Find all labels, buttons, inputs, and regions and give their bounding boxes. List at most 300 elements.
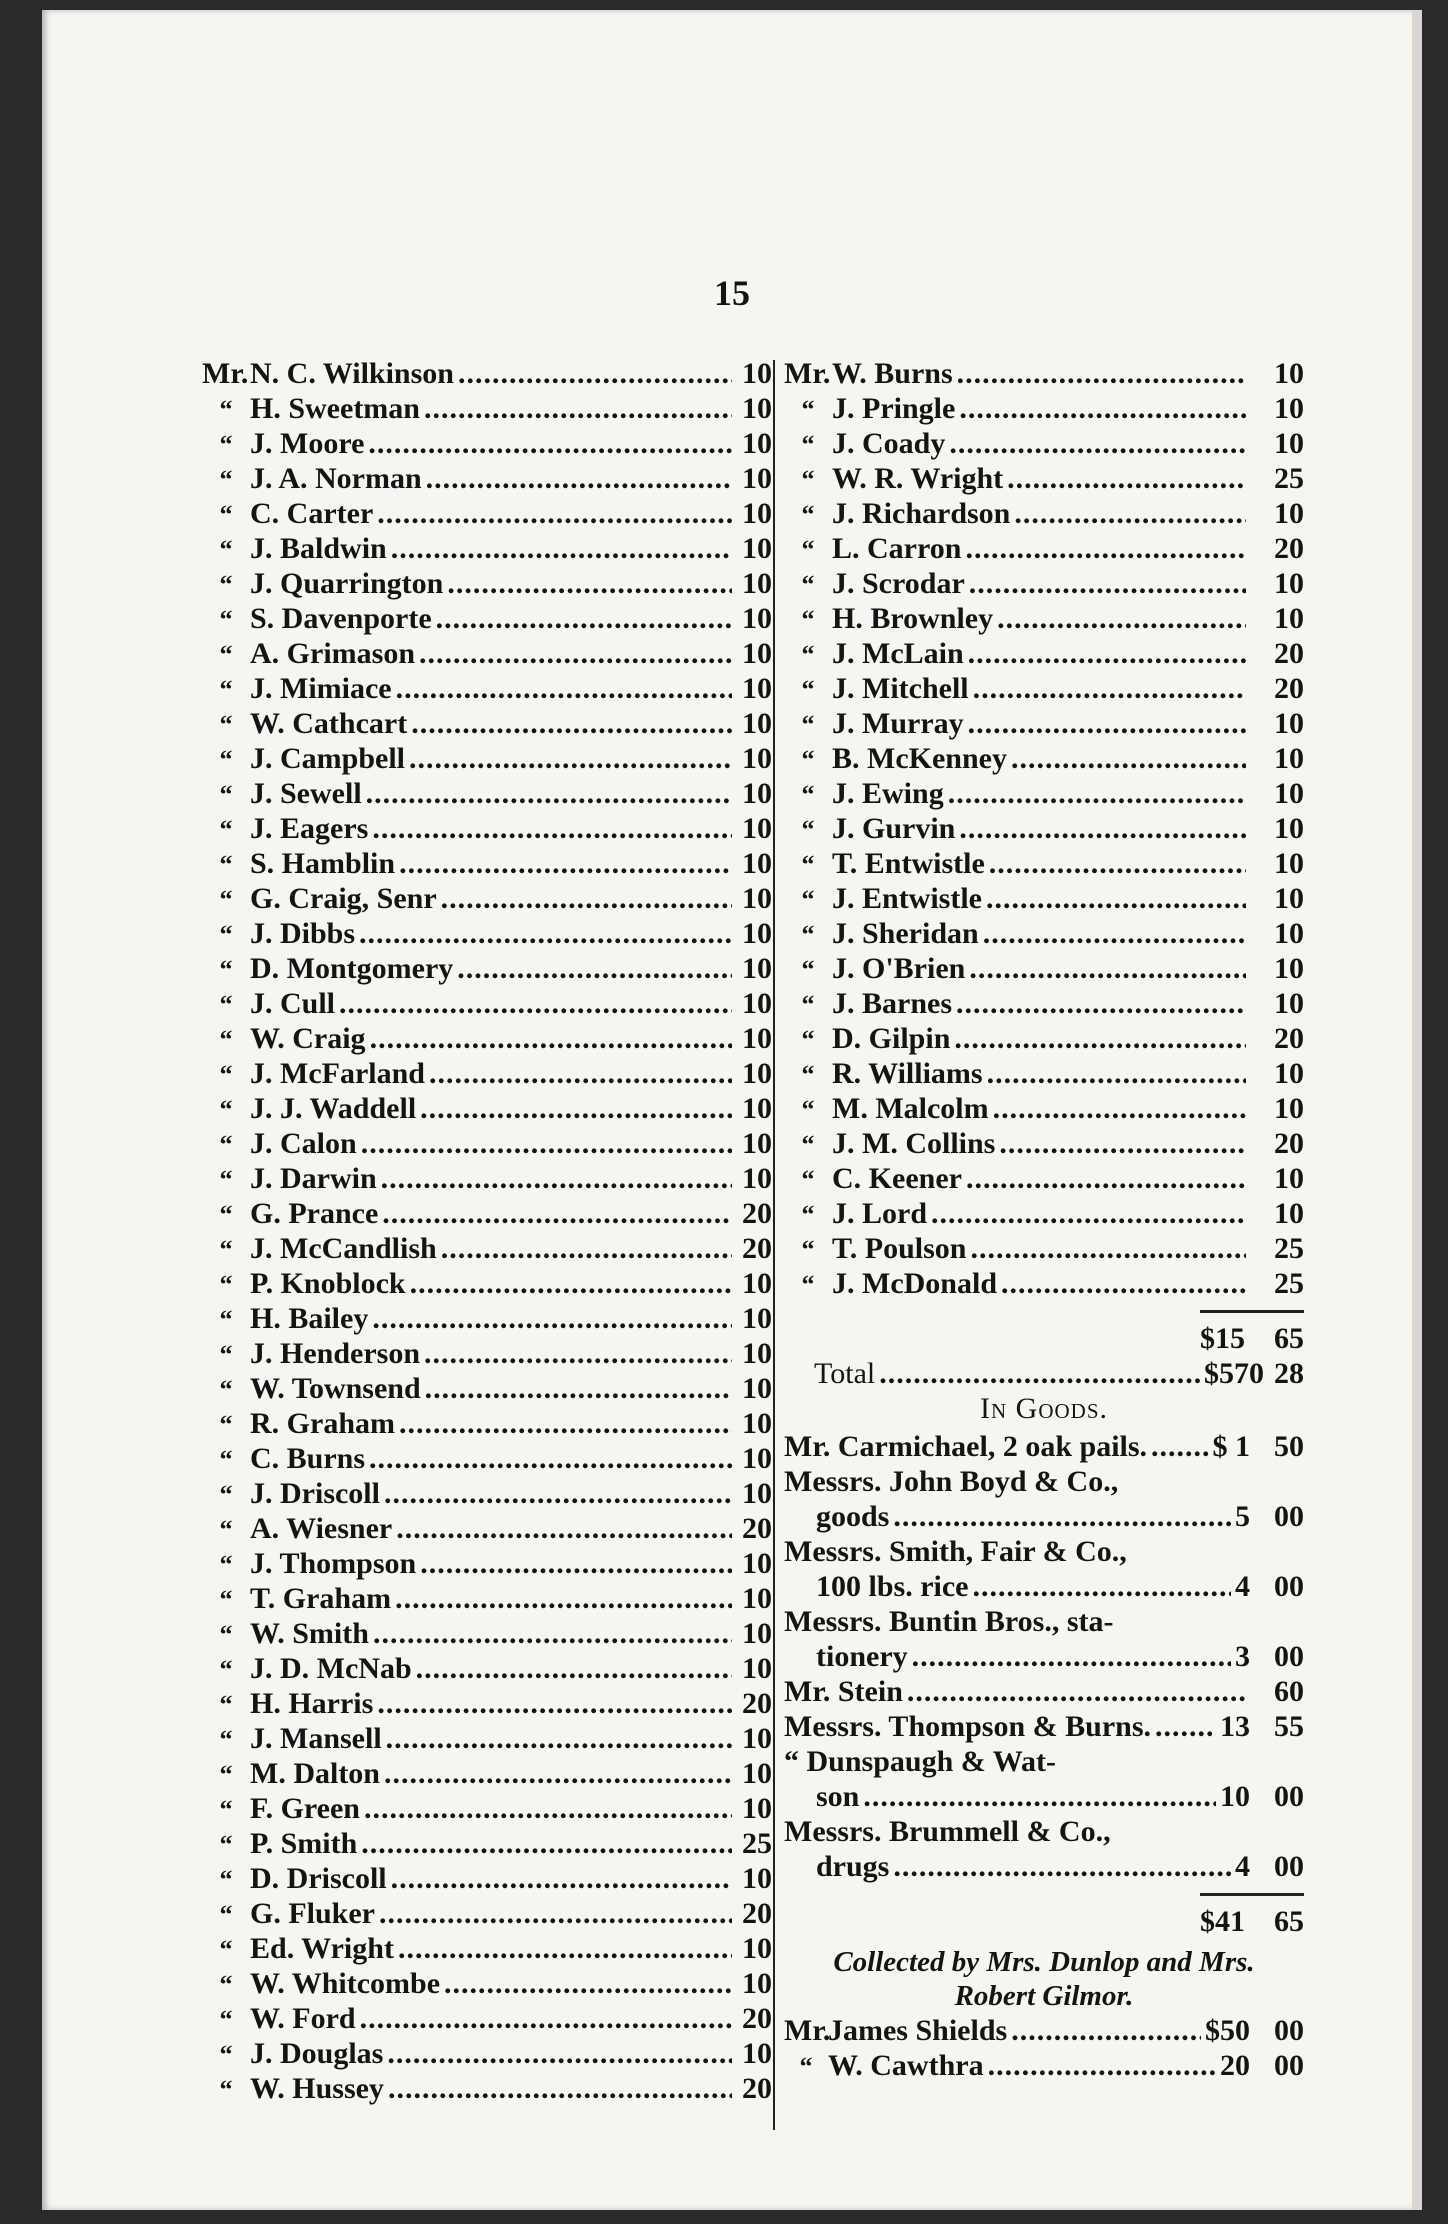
dot-leader <box>893 1849 1231 1884</box>
subscription-amount: 20 <box>742 2002 772 2035</box>
subscription-amount: 10 <box>1274 812 1304 845</box>
subscriber-name: W. Smith <box>250 1617 369 1650</box>
subscriber-name: R. Graham <box>250 1407 395 1440</box>
name-prefix: “ <box>801 465 815 494</box>
subscriber-row <box>784 1091 1304 1126</box>
goods-cents: 00 <box>1274 1780 1304 1813</box>
subscriber-name: T. Poulson <box>832 1232 967 1265</box>
subscription-amount: 25 <box>1274 462 1304 495</box>
dot-leader <box>444 1966 732 2001</box>
name-prefix: “ <box>801 675 815 704</box>
subscriber-row <box>202 1826 772 1861</box>
goods-dollars: 10 <box>1220 1780 1250 1813</box>
name-prefix: “ <box>801 1025 815 1054</box>
name-prefix: “ <box>219 1095 233 1124</box>
subscription-amount: 10 <box>742 812 772 845</box>
name-prefix: “ <box>801 1095 815 1124</box>
dot-leader <box>968 636 1246 671</box>
dot-leader <box>398 1931 732 1966</box>
subscription-amount: 10 <box>742 1862 772 1895</box>
subscription-amount: 10 <box>1274 917 1304 950</box>
goods-line <box>784 1674 1304 1709</box>
subscriber-row <box>784 426 1304 461</box>
collected-name: W. Cawthra <box>828 2049 984 2082</box>
name-prefix: “ <box>219 570 233 599</box>
dot-leader <box>372 811 732 846</box>
goods-total-dollars: $41 <box>1200 1905 1245 1938</box>
book-page <box>42 10 1422 2210</box>
name-prefix: “ <box>219 675 233 704</box>
name-prefix: “ <box>801 1235 815 1264</box>
goods-heading: In Goods. <box>980 1392 1108 1425</box>
subscription-amount: 10 <box>742 672 772 705</box>
subscriber-row <box>784 986 1304 1021</box>
name-prefix: “ <box>219 990 233 1019</box>
dot-leader <box>1007 461 1246 496</box>
subscriber-name: W. Craig <box>250 1022 366 1055</box>
name-prefix: “ <box>219 1200 233 1229</box>
subscriber-name: J. Dibbs <box>250 917 356 950</box>
subscription-amount: 10 <box>1274 1092 1304 1125</box>
name-prefix: “ <box>219 955 233 984</box>
dot-leader <box>1151 1429 1208 1464</box>
dot-leader <box>359 916 732 951</box>
subtotal-rule <box>1200 1310 1304 1313</box>
goods-line <box>784 1709 1304 1744</box>
collected-by-line-2: Robert Gilmor. <box>954 1980 1134 2012</box>
goods-dollars: 5 <box>1235 1500 1250 1533</box>
subscription-amount: 10 <box>742 1057 772 1090</box>
subscriber-name: W. Ford <box>250 2002 356 2035</box>
goods-item: goods <box>816 1500 890 1533</box>
subscriber-name: J. Darwin <box>250 1162 377 1195</box>
dot-leader <box>458 356 732 391</box>
page-edge <box>1412 10 1422 2210</box>
name-prefix: “ <box>219 1830 233 1859</box>
goods-donor: Messrs. Smith, Fair & Co., <box>784 1535 1127 1568</box>
name-prefix: “ <box>219 1445 233 1474</box>
subtotal-cents: 65 <box>1274 1322 1304 1355</box>
subscriber-row <box>784 636 1304 671</box>
subscription-amount: 10 <box>1274 1197 1304 1230</box>
name-prefix: “ <box>801 535 815 564</box>
name-prefix: “ <box>799 2052 813 2081</box>
dot-leader <box>384 1756 732 1791</box>
subscriber-row <box>784 496 1304 531</box>
name-prefix: “ <box>219 710 233 739</box>
name-prefix: Mr. <box>784 2014 831 2047</box>
subscriber-name: J. Richardson <box>832 497 1011 530</box>
name-prefix: “ <box>219 1620 233 1649</box>
collected-cents: 00 <box>1274 2049 1304 2082</box>
dot-leader <box>409 741 732 776</box>
subscriber-row <box>784 706 1304 741</box>
subscriber-name: J. Calon <box>250 1127 357 1160</box>
subscriber-name: D. Driscoll <box>250 1862 387 1895</box>
subscriber-row <box>202 1021 772 1056</box>
subscriber-row <box>784 1231 1304 1266</box>
subscriber-row <box>784 741 1304 776</box>
name-prefix: “ <box>219 500 233 529</box>
total-label: Total <box>814 1357 876 1390</box>
subscriber-row <box>202 1651 772 1686</box>
dot-leader <box>457 951 732 986</box>
name-prefix: “ <box>219 1795 233 1824</box>
dot-leader <box>1014 496 1246 531</box>
dot-leader <box>399 846 732 881</box>
subscriber-name: J. Driscoll <box>250 1477 380 1510</box>
subscriber-name: J. Douglas <box>250 2037 384 2070</box>
subscriber-name: P. Knoblock <box>250 1267 406 1300</box>
dot-leader <box>391 1861 732 1896</box>
subscriber-row <box>202 1231 772 1266</box>
subscription-amount: 10 <box>742 1617 772 1650</box>
goods-cents: 00 <box>1274 1570 1304 1603</box>
subscription-amount: 10 <box>742 567 772 600</box>
name-prefix: Mr. <box>784 357 831 390</box>
subscriber-name: S. Hamblin <box>250 847 396 880</box>
subscriber-name: A. Grimason <box>250 637 415 670</box>
dot-leader <box>1011 2013 1201 2048</box>
subscriber-name: H. Brownley <box>832 602 994 635</box>
subscriber-name: M. Dalton <box>250 1757 380 1790</box>
subscriber-name: J. Entwistle <box>832 882 982 915</box>
subscriber-row <box>202 1371 772 1406</box>
dot-leader <box>968 706 1246 741</box>
dot-leader <box>391 531 732 566</box>
subscriber-row <box>202 496 772 531</box>
dot-leader <box>959 391 1246 426</box>
goods-donor: Mr. Carmichael, 2 oak pails. <box>784 1430 1148 1463</box>
goods-cents: 60 <box>1274 1675 1304 1708</box>
subscription-amount: 10 <box>742 1267 772 1300</box>
subscriber-name: J. Barnes <box>832 987 952 1020</box>
dot-leader <box>396 1511 732 1546</box>
subscriber-row <box>784 566 1304 601</box>
goods-list <box>784 1429 1304 1884</box>
dot-leader <box>972 1569 1231 1604</box>
subscriber-name: P. Smith <box>250 1827 358 1860</box>
subscription-amount: 20 <box>742 2072 772 2105</box>
name-prefix: “ <box>219 1270 233 1299</box>
dot-leader <box>361 1826 732 1861</box>
subscriber-row <box>202 1091 772 1126</box>
goods-line-continued <box>784 1569 1304 1604</box>
name-prefix: “ <box>219 1165 233 1194</box>
dot-leader <box>999 1126 1246 1161</box>
subscriber-row <box>202 2071 772 2106</box>
goods-cents: 00 <box>1274 1500 1304 1533</box>
goods-total <box>784 1904 1304 1939</box>
collected-name: James Shields <box>828 2014 1008 2047</box>
name-prefix: “ <box>219 1585 233 1614</box>
subscriber-row <box>202 916 772 951</box>
goods-line-continued <box>784 1779 1304 1814</box>
name-prefix: “ <box>219 1340 233 1369</box>
subscriber-row <box>202 1161 772 1196</box>
dot-leader <box>931 1196 1246 1231</box>
subscription-amount: 20 <box>742 1197 772 1230</box>
goods-cents: 00 <box>1274 1640 1304 1673</box>
goods-cents: 55 <box>1274 1710 1304 1743</box>
subscription-amount: 10 <box>742 532 772 565</box>
subscriber-row <box>202 636 772 671</box>
name-prefix: “ <box>801 850 815 879</box>
subscription-amount: 10 <box>742 2037 772 2070</box>
subscriber-row <box>202 426 772 461</box>
dot-leader <box>973 671 1246 706</box>
subscription-amount: 10 <box>1274 497 1304 530</box>
subscriber-name: J. Baldwin <box>250 532 387 565</box>
name-prefix: “ <box>219 815 233 844</box>
subscriber-row <box>784 881 1304 916</box>
subscription-amount: 10 <box>1274 707 1304 740</box>
name-prefix: “ <box>801 920 815 949</box>
goods-rule <box>1200 1893 1304 1896</box>
subscriber-name: J. Sheridan <box>832 917 979 950</box>
dot-leader <box>370 1021 732 1056</box>
collected-cents: 00 <box>1274 2014 1304 2047</box>
goods-rule-wrap <box>784 1884 1304 1904</box>
subscriber-row <box>202 1546 772 1581</box>
dot-leader <box>396 671 732 706</box>
subscriber-name: J. Thompson <box>250 1547 417 1580</box>
subscriber-row <box>202 951 772 986</box>
name-prefix: “ <box>219 920 233 949</box>
name-prefix: “ <box>801 955 815 984</box>
subscription-amount: 20 <box>742 1897 772 1930</box>
subscriber-name: J. O'Brien <box>832 952 966 985</box>
dot-leader <box>420 1546 732 1581</box>
subscriber-row <box>202 706 772 741</box>
subscriber-name: F. Green <box>250 1792 360 1825</box>
subscription-amount: 10 <box>742 1757 772 1790</box>
subscriber-row <box>202 1896 772 1931</box>
dot-leader <box>425 1371 732 1406</box>
dot-leader <box>957 356 1246 391</box>
subscriber-name: W. R. Wright <box>832 462 1004 495</box>
subscriber-row <box>202 1441 772 1476</box>
subscription-amount: 10 <box>742 1932 772 1965</box>
dot-leader <box>339 986 732 1021</box>
dot-leader <box>986 881 1246 916</box>
subscription-amount: 10 <box>742 497 772 530</box>
subscription-amount: 20 <box>742 1512 772 1545</box>
dot-leader <box>368 426 732 461</box>
subscriber-row <box>202 1196 772 1231</box>
name-prefix: “ <box>801 710 815 739</box>
name-prefix: “ <box>801 815 815 844</box>
collected-by-note <box>784 1945 1304 2013</box>
dot-leader <box>447 566 732 601</box>
subscription-amount: 10 <box>742 1477 772 1510</box>
collected-dollars: $50 <box>1205 2014 1250 2047</box>
dot-leader <box>969 566 1246 601</box>
name-prefix: “ <box>219 1550 233 1579</box>
subscription-amount: 10 <box>1274 952 1304 985</box>
name-prefix: “ <box>219 465 233 494</box>
subscription-amount: 10 <box>742 742 772 775</box>
subscriber-row <box>784 531 1304 566</box>
subscriber-name: J. D. McNab <box>250 1652 412 1685</box>
subscriber-name: H. Sweetman <box>250 392 420 425</box>
dot-leader <box>373 1616 732 1651</box>
collected-dollars: 20 <box>1220 2049 1250 2082</box>
dot-leader <box>993 1091 1246 1126</box>
goods-dollars: $ 1 <box>1212 1430 1250 1463</box>
name-prefix: “ <box>219 1655 233 1684</box>
dot-leader <box>366 776 732 811</box>
subscriber-row <box>784 846 1304 881</box>
goods-line <box>784 1814 1304 1849</box>
dot-leader <box>411 706 732 741</box>
dot-leader <box>381 1161 732 1196</box>
subscription-amount: 10 <box>742 1022 772 1055</box>
subscriber-row <box>784 776 1304 811</box>
goods-line <box>784 1604 1304 1639</box>
subscriber-row <box>202 601 772 636</box>
goods-line-continued <box>784 1499 1304 1534</box>
total-dollars: $570 <box>1204 1357 1264 1390</box>
subscriber-name: J. Pringle <box>832 392 956 425</box>
dot-leader <box>416 1651 732 1686</box>
subscriber-row <box>784 356 1304 391</box>
subscription-amount: 10 <box>742 1092 772 1125</box>
subscriber-name: J. Ewing <box>832 777 944 810</box>
subscription-amount: 10 <box>742 987 772 1020</box>
goods-line-continued <box>784 1849 1304 1884</box>
dot-leader <box>426 461 732 496</box>
dot-leader <box>1001 1266 1246 1301</box>
subscriber-name: T. Graham <box>250 1582 392 1615</box>
name-prefix: “ <box>801 885 815 914</box>
subscription-amount: 10 <box>742 1652 772 1685</box>
dot-leader <box>1011 741 1246 776</box>
dot-leader <box>379 1896 732 1931</box>
subscription-amount: 10 <box>1274 742 1304 775</box>
subscription-amount: 10 <box>742 392 772 425</box>
dot-leader <box>949 426 1246 461</box>
subscription-amount: 10 <box>742 1127 772 1160</box>
subscriber-name: W. Whitcombe <box>250 1967 441 2000</box>
name-prefix: “ <box>801 745 815 774</box>
dot-leader <box>987 1056 1246 1091</box>
subscription-amount: 10 <box>742 1792 772 1825</box>
subscriber-name: J. Cull <box>250 987 336 1020</box>
left-column <box>202 356 772 2106</box>
subscriber-name: J. McDonald <box>832 1267 997 1300</box>
subscriber-name: J. Campbell <box>250 742 406 775</box>
dot-leader <box>969 951 1246 986</box>
subscriber-row <box>202 2001 772 2036</box>
subscriber-name: C. Keener <box>832 1162 962 1195</box>
subscriber-name: L. Carron <box>832 532 962 565</box>
subscription-amount: 10 <box>742 777 772 810</box>
dot-leader <box>965 531 1246 566</box>
dot-leader <box>966 1161 1246 1196</box>
subscriber-name: J. McCandlish <box>250 1232 437 1265</box>
goods-line <box>784 1464 1304 1499</box>
dot-leader <box>382 1196 732 1231</box>
subscriber-name: B. McKenney <box>832 742 1007 775</box>
dot-leader <box>386 1721 732 1756</box>
subscriber-row <box>202 1581 772 1616</box>
dot-leader <box>912 1639 1231 1674</box>
goods-dollars: 4 <box>1235 1850 1250 1883</box>
name-prefix: “ <box>801 570 815 599</box>
goods-item: 100 lbs. rice <box>816 1570 969 1603</box>
name-prefix: “ <box>219 1760 233 1789</box>
goods-donor: Mr. Stein <box>784 1675 903 1708</box>
name-prefix: “ <box>219 2075 233 2104</box>
goods-donor: “ Dunspaugh & Wat- <box>784 1745 1057 1778</box>
subscription-amount: 10 <box>742 1407 772 1440</box>
dot-leader <box>361 1126 732 1161</box>
subscriber-row <box>202 1861 772 1896</box>
dot-leader <box>997 601 1246 636</box>
subscriber-name: G. Craig, Senr <box>250 882 437 915</box>
name-prefix: “ <box>801 990 815 1019</box>
subscriber-name: J. Quarrington <box>250 567 444 600</box>
dot-leader <box>384 1476 732 1511</box>
subscriber-name: H. Harris <box>250 1687 374 1720</box>
collected-row <box>784 2048 1304 2083</box>
subscription-amount: 25 <box>742 1827 772 1860</box>
dot-leader <box>948 776 1246 811</box>
dot-leader <box>863 1779 1216 1814</box>
subtotal-dollars: $15 <box>1200 1322 1245 1355</box>
subscriber-name: W. Hussey <box>250 2072 384 2105</box>
goods-line-continued <box>784 1639 1304 1674</box>
subscriber-row <box>784 671 1304 706</box>
subscription-amount: 10 <box>742 1372 772 1405</box>
subscriber-name: M. Malcolm <box>832 1092 989 1125</box>
subscriber-name: W. Cathcart <box>250 707 408 740</box>
dot-leader <box>959 811 1246 846</box>
subscriber-name: D. Gilpin <box>832 1022 951 1055</box>
subscriber-row <box>202 1756 772 1791</box>
subscriber-name: J. M. Collins <box>832 1127 996 1160</box>
name-prefix: “ <box>801 1060 815 1089</box>
subscriber-name: G. Prance <box>250 1197 379 1230</box>
subscriber-row <box>784 1126 1304 1161</box>
subscriber-row <box>784 391 1304 426</box>
goods-donor: Messrs. Brummell & Co., <box>784 1815 1111 1848</box>
subscription-amount: 10 <box>1274 777 1304 810</box>
subscriber-row <box>202 1511 772 1546</box>
dot-leader <box>372 1301 732 1336</box>
subscription-amount: 20 <box>1274 1127 1304 1160</box>
name-prefix: “ <box>801 1165 815 1194</box>
subscriber-name: G. Fluker <box>250 1897 375 1930</box>
subscriber-row <box>202 1966 772 2001</box>
dot-leader <box>360 2001 732 2036</box>
subscriber-row <box>202 1056 772 1091</box>
name-prefix: “ <box>801 430 815 459</box>
subscriber-row <box>202 1616 772 1651</box>
subscription-amount: 20 <box>742 1687 772 1720</box>
subscriber-row <box>202 531 772 566</box>
name-prefix: “ <box>801 500 815 529</box>
subscription-amount: 10 <box>742 427 772 460</box>
subscriber-row <box>202 1301 772 1336</box>
goods-total-cents: 65 <box>1274 1905 1304 1938</box>
subscription-amount: 10 <box>742 1582 772 1615</box>
goods-cents: 00 <box>1274 1850 1304 1883</box>
subscription-amount: 25 <box>1274 1232 1304 1265</box>
name-prefix: “ <box>219 605 233 634</box>
name-prefix: “ <box>219 1865 233 1894</box>
